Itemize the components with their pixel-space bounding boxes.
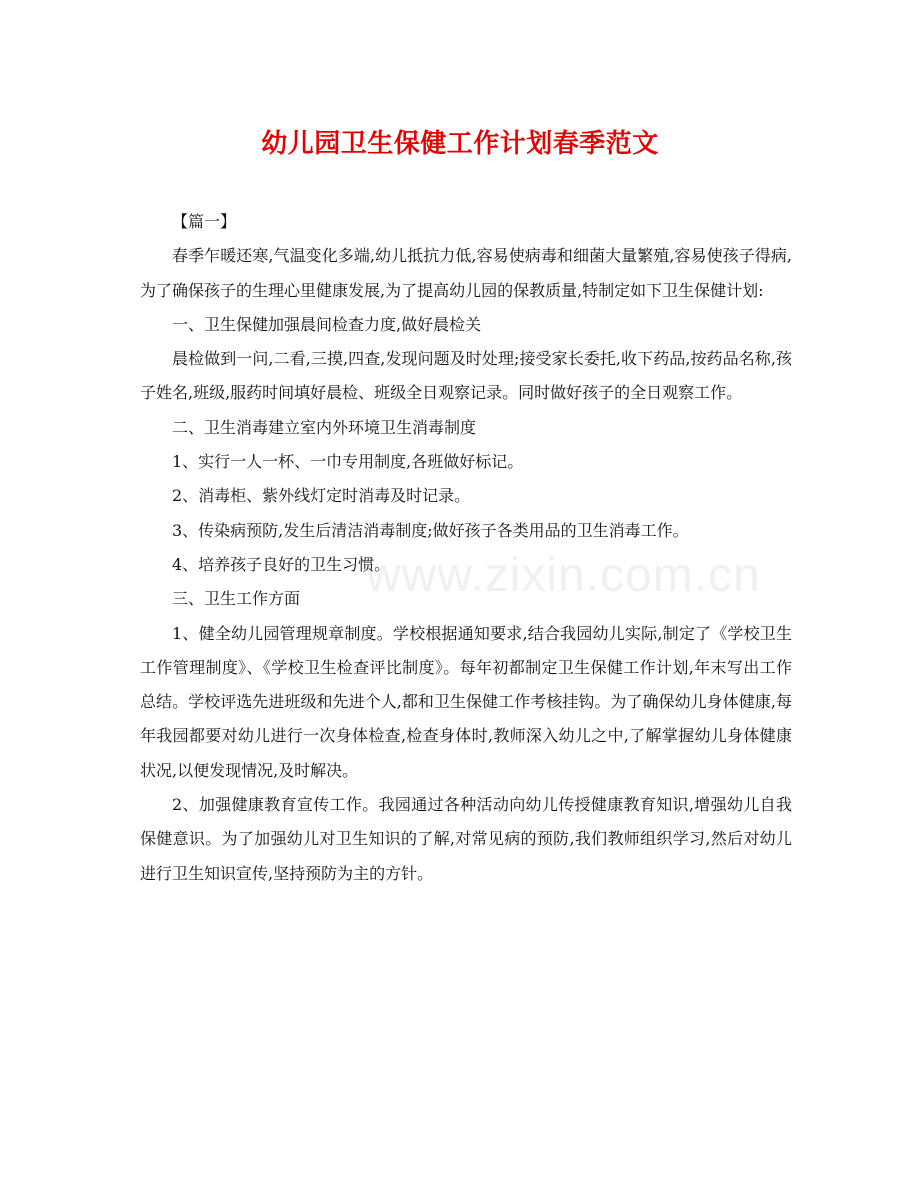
heading-disinfection: 二、卫生消毒建立室内外环境卫生消毒制度 bbox=[172, 417, 477, 437]
section-tag: 【篇一】 bbox=[172, 212, 237, 231]
list-item-disinfection-3: 3、传染病预防,发生后清洁消毒制度;做好孩子各类用品的卫生消毒工作。 bbox=[172, 520, 689, 540]
list-item-disinfection-2: 2、消毒柜、紫外线灯定时消毒及时记录。 bbox=[172, 486, 471, 506]
heading-hygiene-work: 三、卫生工作方面 bbox=[172, 589, 301, 609]
paragraph-morning-check: 晨检做到一问,二看,三摸,四查,发现问题及时处理;接受家长委托,收下药品,按药品名称,孩子姓名,班级,服药时间填好晨检、班级全日观察记录。同时做好孩子的全日观察工作。 bbox=[140, 349, 792, 403]
document-body bbox=[140, 205, 792, 891]
paragraph-intro: 春季乍暖还寒,气温变化多端,幼儿抵抗力低,容易使病毒和细菌大量繁殖,容易使孩子得病,为了确保孩子的生理心里健康发展,为了提高幼儿园的保教质量,特制定如下卫生保健计划: bbox=[140, 246, 792, 300]
paragraph-hygiene-1: 1、健全幼儿园管理规章制度。学校根据通知要求,结合我园幼儿实际,制定了《学校卫生工作管理制度》、《学校卫生检查评比制度》。每年初都制定卫生保健工作计划,年末写出工作总结。学校评选先进班级和先进个人,都和卫生保健工作考核挂钩。为了确保幼儿身体健康,每年我园都要对幼儿进行一次身体检查,检查身体时,教师深入幼儿之中,了解掌握幼儿身体健康状况,以便发现情况,及时解决。 bbox=[140, 623, 792, 780]
paragraph-hygiene-2: 2、加强健康教育宣传工作。我园通过各种活动向幼儿传授健康教育知识,增强幼儿自我保健意识。为了加强幼儿对卫生知识的了解,对常见病的预防,我们教师组织学习,然后对幼儿进行卫生知识宣传,坚持预防为主的方针。 bbox=[140, 795, 792, 883]
list-item-disinfection-4: 4、培养孩子良好的卫生习惯。 bbox=[172, 554, 391, 574]
heading-morning-check: 一、卫生保健加强晨间检查力度,做好晨检关 bbox=[172, 314, 482, 334]
watermark: www.zixin.com.cn bbox=[366, 549, 761, 602]
document-title: 幼儿园卫生保健工作计划春季范文 bbox=[261, 129, 659, 159]
list-item-disinfection-1: 1、实行一人一杯、一巾专用制度,各班做好标记。 bbox=[172, 452, 524, 472]
